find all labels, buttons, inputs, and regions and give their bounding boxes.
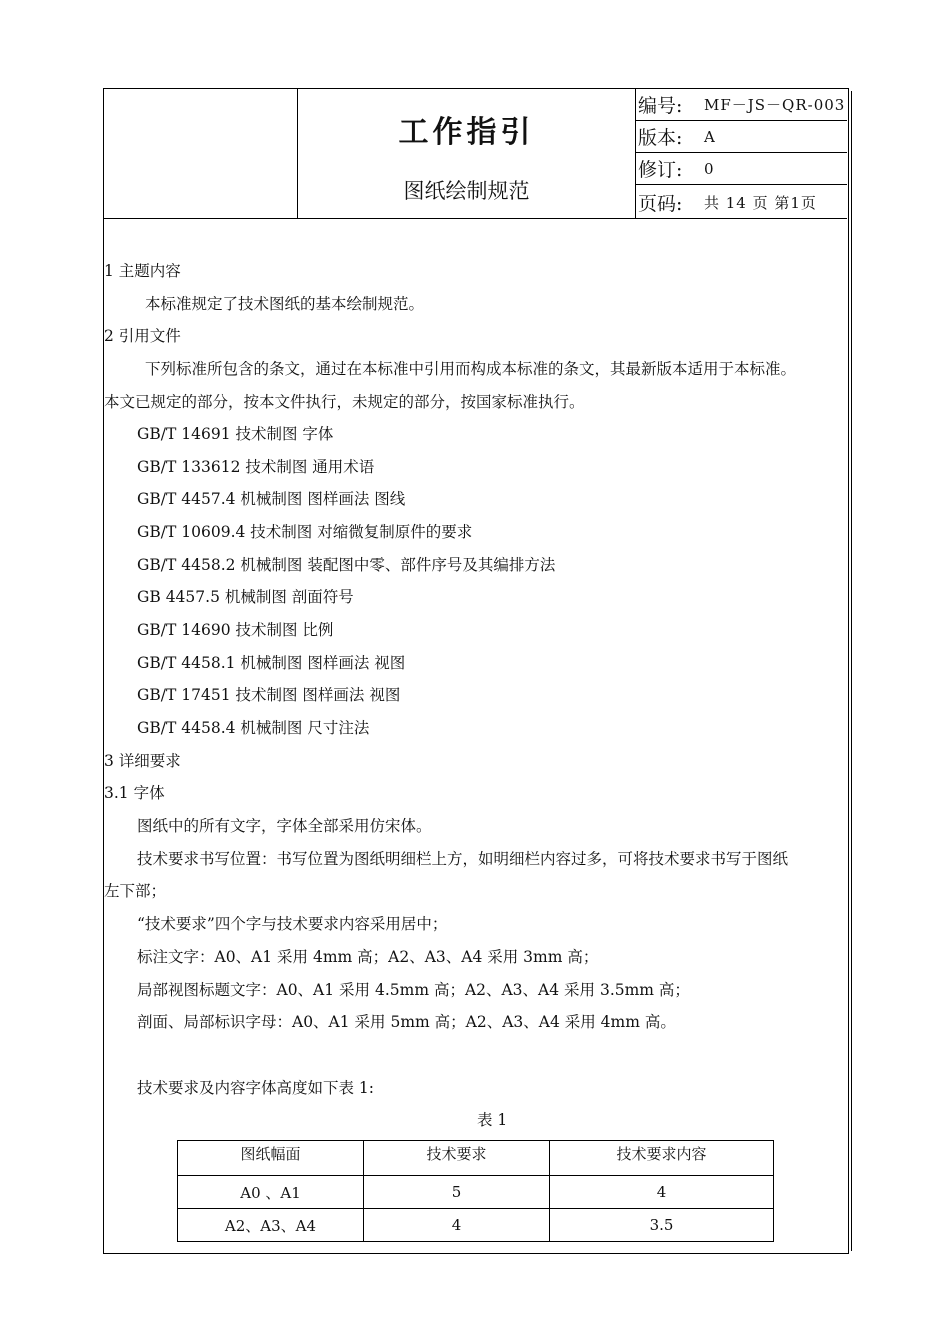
reference-item: GB/T 14691 技术制图 字体 [137,425,334,443]
meta-row-page [636,185,847,219]
table-cell: 3.5 [550,1209,774,1242]
reference-item: GB/T 4457.4 机械制图 图样画法 图线 [137,490,406,508]
paragraph: 本文已规定的部分，按本文件执行，未规定的部分，按国家标准执行。 [104,393,585,411]
document-title: 工作指引 [398,115,535,150]
reference-item: GB/T 4458.4 机械制图 尺寸注法 [137,719,370,737]
meta-key: 页码: [638,192,683,215]
logo-cell [104,89,298,219]
table-header-cell: 技术要求内容 [550,1141,774,1176]
reference-item: GB/T 133612 技术制图 通用术语 [137,458,375,476]
table-header-cell: 图纸幅面 [178,1141,364,1176]
document-subtitle: 图纸绘制规范 [403,179,530,203]
reference-item: GB/T 14690 技术制图 比例 [137,621,334,639]
paragraph: 左下部； [104,882,167,900]
meta-value: A [704,127,716,146]
reference-item: GB/T 4458.1 机械制图 图样画法 视图 [137,654,406,672]
meta-value: MF－JS－QR-003 [704,96,846,114]
paragraph: 剖面、局部标识字母：A0、A1 采用 5mm 高；A2、A3、A4 采用 4mm 高。 [137,1013,676,1031]
meta-row-number [636,89,847,121]
meta-value: 共 14 页 第1页 [704,193,817,212]
paragraph: 局部视图标题文字：A0、A1 采用 4.5mm 高；A2、A3、A4 采用 3.5mm 高； [137,981,690,999]
table-cell: 4 [364,1209,550,1242]
section-heading: 1 主题内容 [104,262,181,280]
subsection-heading: 3.1 字体 [104,784,165,802]
section-heading: 3 详细要求 [104,752,181,770]
table-header-cell: 技术要求 [364,1141,550,1176]
paragraph: 下列标准所包含的条文，通过在本标准中引用而构成本标准的条文，其最新版本适用于本标准。 [145,360,797,378]
font-height-table [177,1140,774,1242]
paragraph: 本标准规定了技术图纸的基本绘制规范。 [145,295,425,313]
paragraph: 标注文字：A0、A1 采用 4mm 高；A2、A3、A4 采用 3mm 高； [137,948,599,966]
reference-item: GB 4457.5 机械制图 剖面符号 [137,588,354,606]
reference-item: GB/T 17451 技术制图 图样画法 视图 [137,686,401,704]
paragraph: 技术要求书写位置：书写位置为图纸明细栏上方，如明细栏内容过多，可将技术要求书写于图纸 [137,850,789,868]
meta-row-version [636,121,847,153]
table-row [178,1209,774,1242]
table-row [178,1176,774,1209]
meta-block [636,89,847,219]
reference-item: GB/T 10609.4 技术制图 对缩微复制原件的要求 [137,523,473,541]
meta-key: 版本: [638,127,683,149]
reference-item: GB/T 4458.2 机械制图 装配图中零、部件序号及其编排方法 [137,556,556,574]
document-header [104,89,847,219]
table-caption: 表 1 [477,1111,508,1129]
title-cell [298,89,636,219]
table-cell: 4 [550,1176,774,1209]
meta-key: 编号: [638,95,683,117]
paragraph: 技术要求及内容字体高度如下表 1: [137,1079,375,1097]
paragraph: “技术要求”四个字与技术要求内容采用居中； [137,915,448,933]
table-cell: A0 、A1 [178,1176,364,1209]
paragraph: 图纸中的所有文字，字体全部采用仿宋体。 [137,817,432,835]
meta-value: 0 [704,159,715,178]
table-cell: 5 [364,1176,550,1209]
meta-row-revision [636,153,847,185]
meta-key: 修订: [638,159,683,181]
section-heading: 2 引用文件 [104,327,181,345]
table-cell: A2、A3、A4 [178,1209,364,1242]
table-header-row [178,1141,774,1176]
